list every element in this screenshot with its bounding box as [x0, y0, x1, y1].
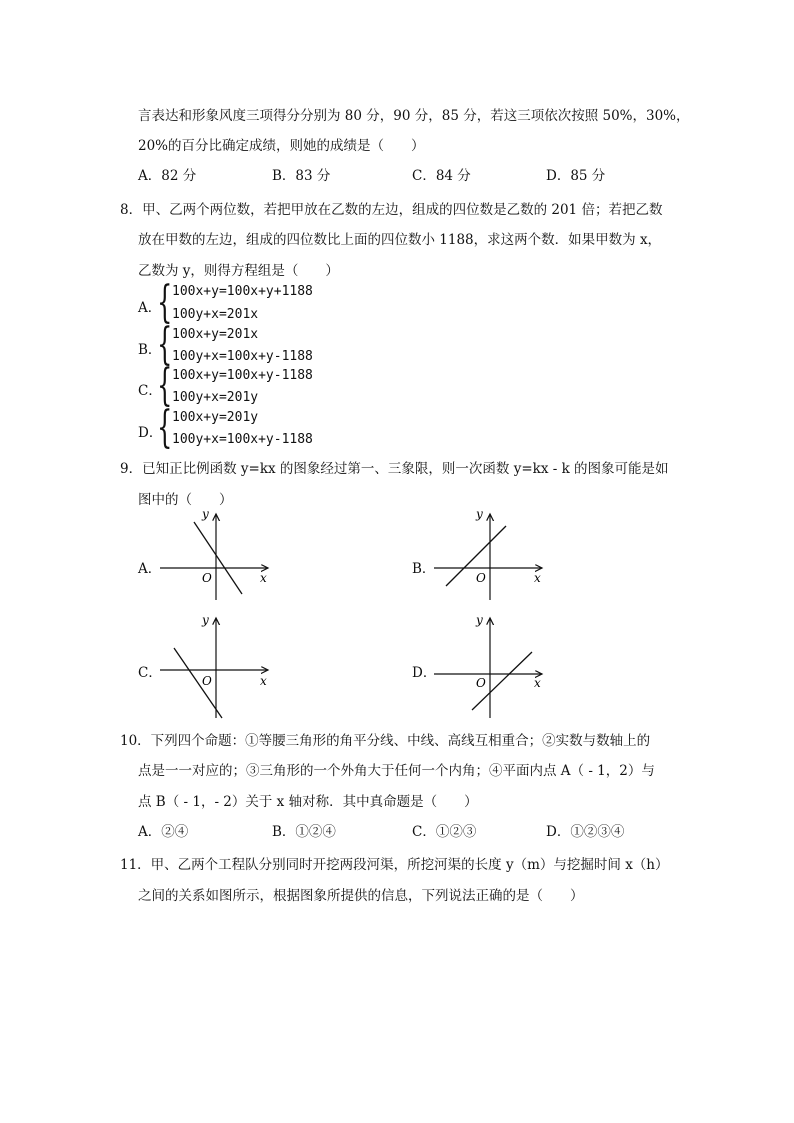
- q9-text-line-2: 图中的（ ）: [138, 492, 233, 508]
- q8-option-a-eq1: 100x+y=100x+y+1188: [172, 284, 313, 299]
- q8-option-d-eq2: 100y+x=100x+y-1188: [172, 432, 313, 447]
- q8-text-line-3: 乙数为 y，则得方程组是（ ）: [138, 263, 339, 279]
- origin-label: O: [476, 571, 486, 585]
- q10-option-c[interactable]: C．①②③: [412, 824, 477, 840]
- q9-graph-d-label: D．: [412, 665, 437, 681]
- q9-text-line-1: 9．已知正比例函数 y=kx 的图象经过第一、三象限，则一次函数 y=kx - k 的图象可能是如: [120, 461, 669, 477]
- function-line: [174, 648, 222, 718]
- y-axis-label: y: [476, 613, 483, 627]
- q10-option-a[interactable]: A．②④: [138, 824, 189, 840]
- q8-option-c-eq2: 100y+x=201y: [172, 390, 259, 405]
- x-axis-label: x: [260, 571, 267, 585]
- q8-option-c-brace: {: [157, 360, 173, 411]
- q8-option-b-eq2: 100y+x=100x+y-1188: [172, 349, 313, 364]
- q9-graph-a[interactable]: [160, 508, 280, 603]
- q11-text-line-2: 之间的关系如图所示，根据图象所提供的信息，下列说法正确的是（ ）: [138, 888, 584, 904]
- q9-graph-b-label: B．: [412, 561, 436, 577]
- q8-option-d-brace: {: [157, 402, 173, 453]
- x-axis-label: x: [534, 571, 541, 585]
- q11-text-line-1: 11．甲、乙两个工程队分别同时开挖两段河渠，所挖河渠的长度 y（m）与挖掘时间 x（h）: [120, 857, 669, 873]
- q8-text-line-2: 放在甲数的左边，组成的四位数比上面的四位数小 1188，求这两个数．如果甲数为 x，: [138, 232, 662, 248]
- q8-option-a-brace: {: [157, 277, 173, 328]
- y-axis-label: y: [202, 507, 209, 521]
- q10-text-line-1: 10．下列四个命题：①等腰三角形的角平分线、中线、高线互相重合；②实数与数轴上的: [120, 733, 651, 749]
- q7-text-line-1: 言表达和形象风度三项得分分别为 80 分，90 分，85 分，若这三项依次按照 50%，30%，: [138, 108, 690, 124]
- q10-text-line-2: 点是一一对应的；③三角形的一个外角大于任何一个内角；④平面内点 A（ - 1，2）与: [138, 763, 655, 779]
- origin-label: O: [202, 674, 212, 688]
- q8-option-c-label: C．: [138, 383, 162, 399]
- q9-graph-b[interactable]: [434, 508, 554, 603]
- q7-text-line-2: 20%的百分比确定成绩，则她的成绩是（ ）: [138, 138, 425, 154]
- q8-option-a-eq2: 100y+x=201x: [172, 307, 259, 322]
- q9-graph-c[interactable]: [160, 612, 280, 722]
- x-axis-label: x: [260, 674, 267, 688]
- y-axis-label: y: [476, 507, 483, 521]
- q10-option-d[interactable]: D．①②③④: [546, 824, 625, 840]
- origin-label: O: [202, 571, 212, 585]
- q8-option-d-label: D．: [138, 425, 163, 441]
- q7-option-c[interactable]: C．84 分: [412, 168, 471, 184]
- q10-option-b[interactable]: B．①②④: [272, 824, 336, 840]
- q7-option-d[interactable]: D．85 分: [546, 168, 606, 184]
- q7-option-a[interactable]: A．82 分: [138, 168, 197, 184]
- q8-option-d-eq1: 100x+y=201y: [172, 410, 259, 425]
- q8-option-a-label: A．: [138, 300, 162, 316]
- q8-option-b-eq1: 100x+y=201x: [172, 327, 259, 342]
- q7-option-b[interactable]: B．83 分: [272, 168, 331, 184]
- q10-text-line-3: 点 B（ - 1，- 2）关于 x 轴对称．其中真命题是（ ）: [138, 794, 478, 810]
- y-axis-label: y: [202, 613, 209, 627]
- q8-option-b-label: B．: [138, 342, 162, 358]
- q9-graph-c-label: C．: [138, 665, 162, 681]
- x-axis-label: x: [534, 676, 541, 690]
- q9-graph-a-label: A．: [138, 561, 162, 577]
- q8-option-c-eq1: 100x+y=100x+y-1188: [172, 368, 313, 383]
- q8-text-line-1: 8．甲、乙两个两位数，若把甲放在乙数的左边，组成的四位数是乙数的 201 倍；若把乙数: [120, 202, 663, 218]
- q9-graph-d[interactable]: [434, 612, 554, 722]
- q8-option-b-brace: {: [157, 319, 173, 370]
- origin-label: O: [476, 676, 486, 690]
